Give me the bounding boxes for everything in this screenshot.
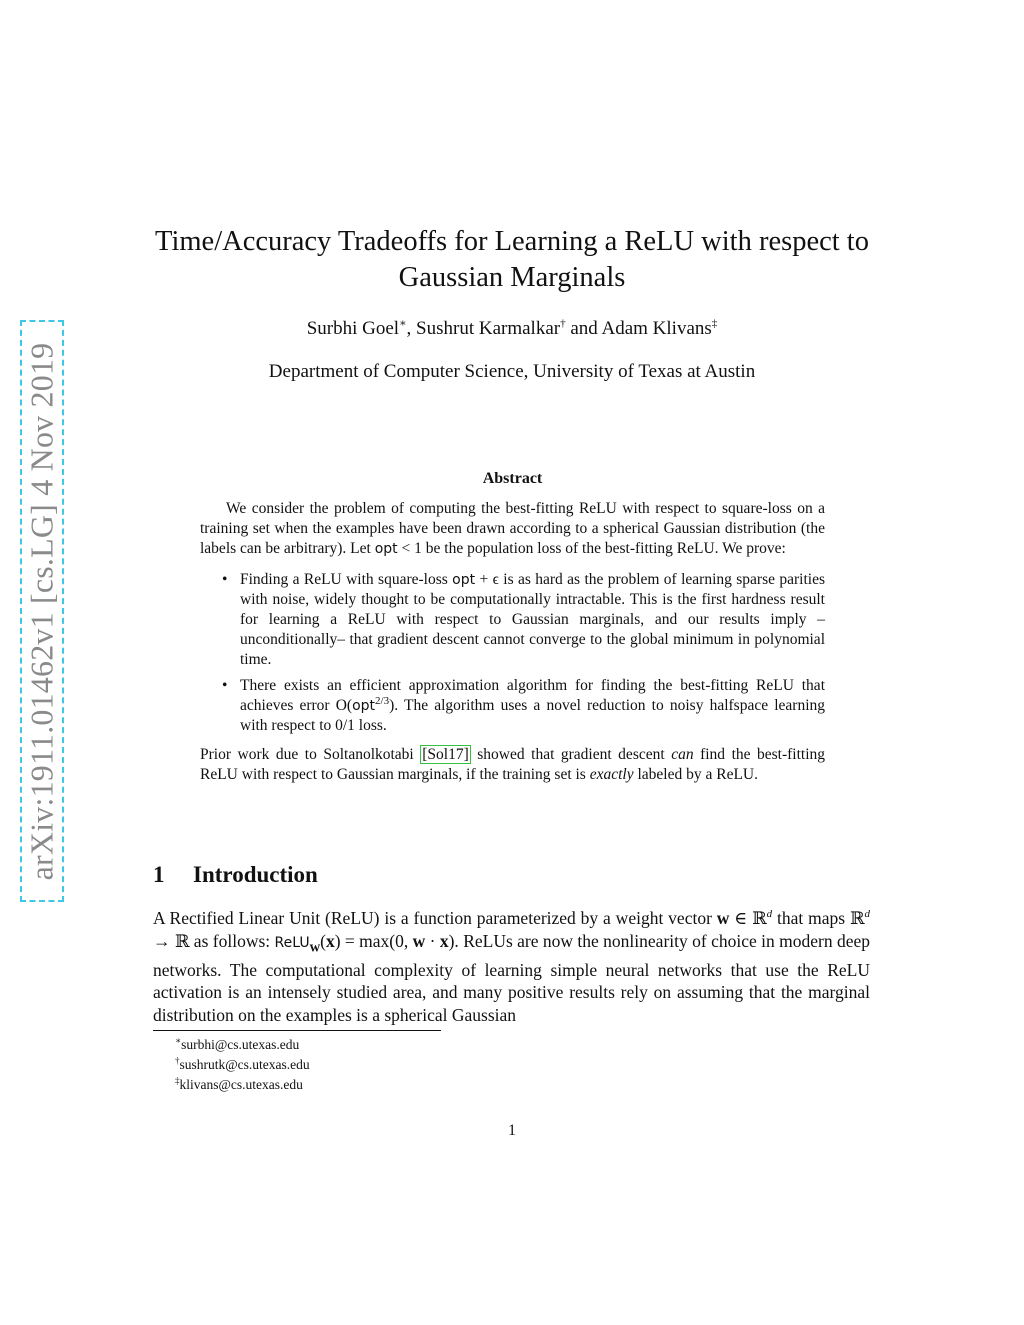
footnote-email: klivans@cs.utexas.edu: [179, 1077, 303, 1092]
abstract-body: [200, 499, 825, 785]
author-footnote-mark[interactable]: †: [560, 317, 566, 330]
paper-title: Time/Accuracy Tradeoffs for Learning a ReLU with respect to Gaussian Marginals: [155, 226, 869, 293]
abstract-heading: Abstract: [482, 470, 543, 487]
page-number: 1: [508, 1122, 516, 1139]
result-item-approximation: • There exists an efficient approximation algorithm for finding the best-fitting ReLU that achieves error O(opt$^{2/3}$). The algorithm uses a novel reduction to noisy halfspace learning with respect to 0/1 loss.: [222, 677, 825, 734]
author-footnote-mark[interactable]: ‡: [711, 317, 718, 330]
author-name: Sushrut Karmalkar: [416, 318, 561, 339]
arxiv-identifier[interactable]: arXiv:1911.01462v1 [cs.LG] 4 Nov 2019: [23, 342, 60, 880]
bullet-icon: •: [222, 677, 228, 694]
section-heading: [153, 862, 318, 888]
bullet-icon: •: [222, 571, 228, 588]
footnote-email: surbhi@cs.utexas.edu: [181, 1037, 300, 1052]
result-item-hardness: • Finding a ReLU with square-loss opt + ϵ is as hard as the problem of learning sparse parities with noise, widely thought to be computationally intractable. This is the first hardness result for learning a ReLU with respect to Gaussian marginals, and our results imply –unconditionally– that gradient descent cannot converge to the global minimum in polynomial time.: [222, 571, 825, 668]
footnotes: [175, 1035, 310, 1095]
author-name: Surbhi Goel: [306, 318, 400, 339]
introduction-paragraph: A Rectified Linear Unit (ReLU) is a function parameterized by a weight vector w ∈ ℝ$^d$ that maps ℝ$^d$ → ℝ as follows: ReLU$_w$(x) = max(0, w · x). ReLUs are now the nonlinearity of choice in modern deep networks. The computational complexity of learning simple neural networks that use the ReLU activation is an intensely studied area, and many positive results rely on assuming that the marginal distribution on the examples is a spherical Gaussian: [153, 908, 870, 1025]
abstract-intro: We consider the problem of computing the best-fitting ReLU with respect to square-loss on a training set when the examples have been drawn according to a spherical Gaussian distribution (the labels can be arbitrary). Let opt < 1 be the population loss of the best-fitting ReLU. We prove:: [200, 500, 825, 557]
footnote-divider: [153, 1030, 441, 1031]
footnote: †sushrutk@cs.utexas.edu: [175, 1055, 310, 1072]
section-number: 1: [153, 862, 165, 887]
author-footnote-mark[interactable]: ∗: [399, 317, 407, 330]
arxiv-identifier-stamp[interactable]: [20, 320, 64, 902]
section-title: Introduction: [193, 862, 318, 887]
footnote: ‡klivans@cs.utexas.edu: [175, 1075, 303, 1092]
affiliation: Department of Computer Science, University of Texas at Austin: [268, 361, 756, 382]
citation-link[interactable]: [Sol17]: [422, 746, 469, 763]
results-list: [200, 570, 825, 736]
footnote-email: sushrutk@cs.utexas.edu: [179, 1057, 310, 1072]
author-list: Surbhi Goel∗, Sushrut Karmalkar† and Adam Klivans‡: [306, 317, 718, 339]
footnote: ∗surbhi@cs.utexas.edu: [175, 1035, 300, 1052]
abstract-prior-work: Prior work due to Soltanolkotabi [Sol17] showed that gradient descent can find the best-fitting ReLU with respect to Gaussian marginals, if the training set is exactly labeled by a ReLU.: [200, 746, 826, 783]
author-name: Adam Klivans: [601, 318, 712, 339]
